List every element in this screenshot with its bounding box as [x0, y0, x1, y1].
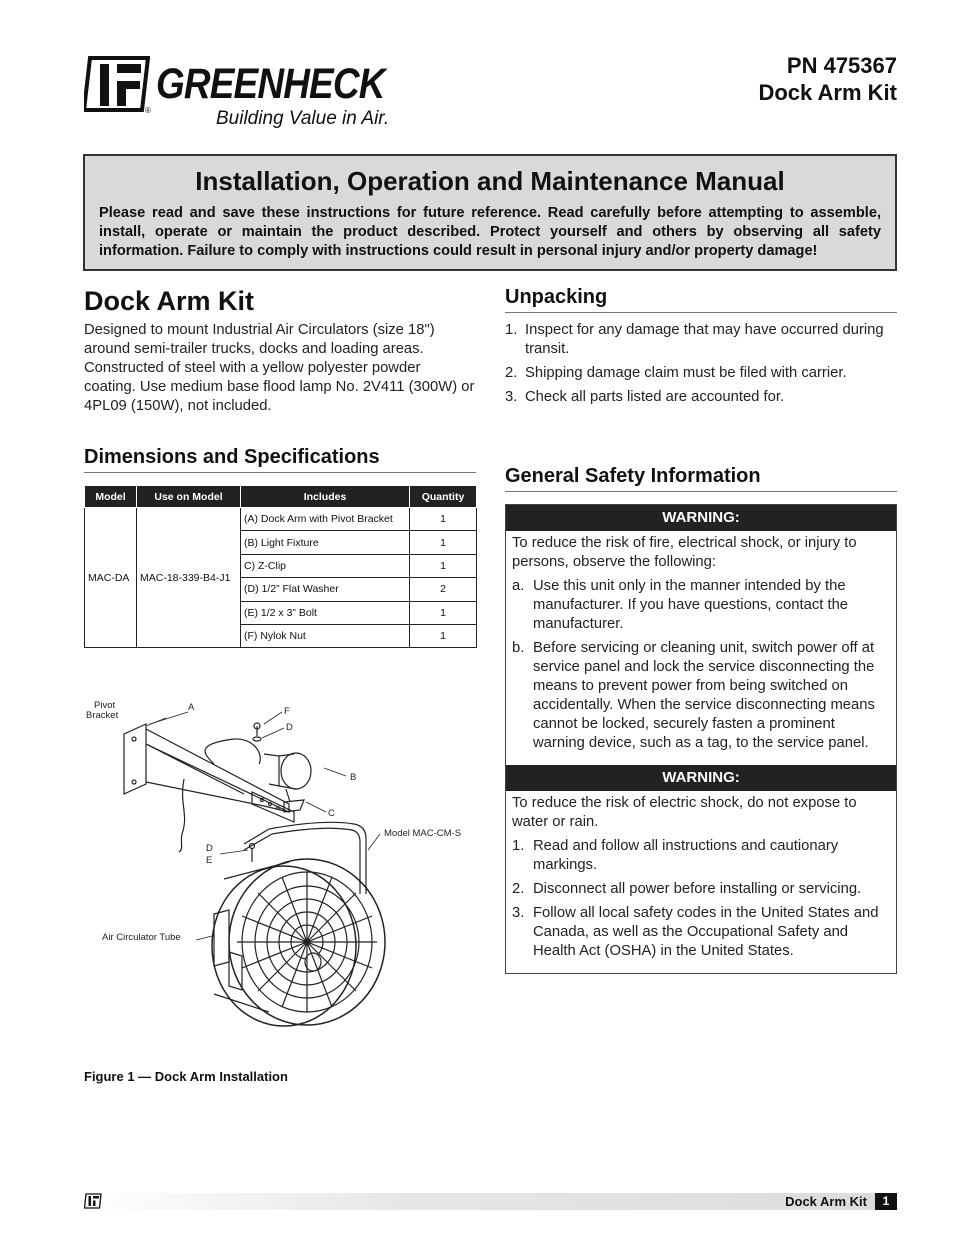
label-e: E — [206, 855, 213, 866]
warning-body — [506, 531, 896, 765]
model-cell: MAC-DA — [85, 508, 137, 648]
warning-list — [512, 577, 889, 753]
item-text: Before servicing or cleaning unit, switch power off at service panel and lock the service disconnecting the means to prevent power from being switched on accidentally. When the service disconnecting means cannot be locked, securely fasten a prominent warning device, such as a tag, to the service panel. — [533, 640, 875, 751]
item-letter: a. — [512, 578, 525, 594]
list-item — [505, 388, 897, 407]
list-item — [512, 904, 889, 961]
label-d-bottom: D — [206, 843, 213, 854]
warning-intro: To reduce the risk of electric shock, do not expose to water or rain. — [512, 795, 857, 830]
list-item — [512, 837, 889, 875]
includes-cell: C) Z-Clip — [241, 554, 410, 577]
quantity-cell: 1 — [410, 531, 477, 554]
part-number: PN 475367 — [786, 53, 897, 78]
item-number: 3. — [505, 389, 518, 405]
kit-title: Dock Arm Kit — [84, 286, 255, 316]
list-item — [505, 321, 897, 359]
dock-arm-drawing — [84, 694, 484, 1034]
item-number: 2. — [512, 881, 525, 897]
label-c: C — [328, 808, 335, 819]
includes-cell: (A) Dock Arm with Pivot Bracket — [241, 508, 410, 531]
list-item — [512, 880, 889, 899]
includes-cell: (B) Light Fixture — [241, 531, 410, 554]
label-bracket: Bracket — [86, 710, 119, 721]
specs-title: Dimensions and Specifications — [84, 446, 476, 473]
item-text: Follow all local safety codes in the United States and Canada, as well as the Occupational Safety and Health Act (OSHA) in the United States. — [533, 905, 879, 959]
manual-intro-box — [83, 154, 897, 271]
manual-title: Installation, Operation and Maintenance Manual — [195, 166, 785, 196]
item-text: Read and follow all instructions and cautionary markings. — [533, 838, 839, 873]
label-b: B — [350, 772, 357, 783]
quantity-cell: 1 — [410, 601, 477, 624]
warning-header: WARNING: — [506, 765, 896, 791]
product-name: Dock Arm Kit — [758, 80, 897, 105]
label-air-circulator-tube: Air Circulator Tube — [102, 932, 181, 943]
brand-name: GREENHECK — [156, 60, 385, 108]
header-model: Model — [85, 486, 137, 508]
manual-intro-text: Please read and save these instructions for future reference. Read carefully before attempting to assemble, install, operate or maintain the product described. Protect yourself and others by observing all safety information. Failure to comply with instructions could result in personal injury and/or property damage! — [99, 205, 881, 259]
table-row — [85, 508, 477, 531]
footer-bar — [84, 1193, 897, 1210]
includes-cell: (F) Nylok Nut — [241, 624, 410, 647]
item-text: Inspect for any damage that may have occurred during transit. — [525, 322, 884, 357]
unpacking-list — [505, 321, 897, 407]
warning-header: WARNING: — [506, 505, 896, 531]
brand-tagline: Building Value in Air. — [216, 108, 390, 129]
item-letter: b. — [512, 640, 525, 656]
header-use-on-model: Use on Model — [137, 486, 241, 508]
quantity-cell: 2 — [410, 578, 477, 601]
specs-header-row — [85, 486, 477, 508]
greenheck-logo — [84, 56, 394, 132]
item-number: 1. — [505, 322, 518, 338]
use-on-cell: MAC-18-339-B4-J1 — [137, 508, 241, 648]
quantity-cell: 1 — [410, 508, 477, 531]
includes-cell: (D) 1/2” Flat Washer — [241, 578, 410, 601]
label-model: Model MAC-CM-S — [384, 828, 462, 839]
dock-arm-figure — [84, 694, 484, 1034]
warning-body — [506, 791, 896, 973]
warning-intro: To reduce the risk of fire, electrical shock, or injury to persons, observe the following: — [512, 535, 857, 570]
label-d-top: D — [286, 722, 293, 733]
label-a: A — [188, 702, 195, 713]
document-id — [758, 52, 897, 106]
footer-title: Dock Arm Kit — [785, 1194, 867, 1209]
kit-description: Designed to mount Industrial Air Circulators (size 18") around semi-trailer trucks, docks and loading areas. Constructed of steel with a yellow polyester powder coating. Use medium base flood lamp No. 2V411 (300W) or 4PL09 (150W), not included. — [84, 322, 475, 414]
greenheck-logo-mark — [84, 56, 150, 112]
list-item — [512, 577, 889, 634]
warning-box — [505, 504, 897, 974]
quantity-cell: 1 — [410, 554, 477, 577]
item-text: Shipping damage claim must be filed with carrier. — [525, 365, 847, 381]
label-f: F — [284, 706, 290, 717]
list-item — [512, 639, 889, 753]
item-number: 2. — [505, 365, 518, 381]
item-text: Check all parts listed are accounted for. — [525, 389, 785, 405]
unpacking-title: Unpacking — [505, 286, 897, 313]
list-item — [505, 364, 897, 383]
safety-title: General Safety Information — [505, 465, 897, 492]
figure-caption: Figure 1 — Dock Arm Installation — [84, 1069, 288, 1084]
item-text: Use this unit only in the manner intended by the manufacturer. If you have questions, contact the manufacturer. — [533, 578, 849, 632]
header-quantity: Quantity — [410, 486, 477, 508]
page-number: 1 — [875, 1193, 897, 1210]
quantity-cell: 1 — [410, 624, 477, 647]
header-includes: Includes — [241, 486, 410, 508]
item-number: 3. — [512, 905, 525, 921]
includes-cell: (E) 1/2 x 3” Bolt — [241, 601, 410, 624]
greenheck-footer-icon — [84, 1193, 102, 1209]
right-column — [505, 286, 897, 974]
left-column — [84, 286, 476, 648]
item-text: Disconnect all power before installing or servicing. — [533, 881, 862, 897]
registered-mark: ® — [145, 106, 151, 115]
warning-list — [512, 837, 889, 961]
item-number: 1. — [512, 838, 525, 854]
label-pivot: Pivot — [94, 700, 116, 711]
specs-table — [84, 485, 477, 648]
